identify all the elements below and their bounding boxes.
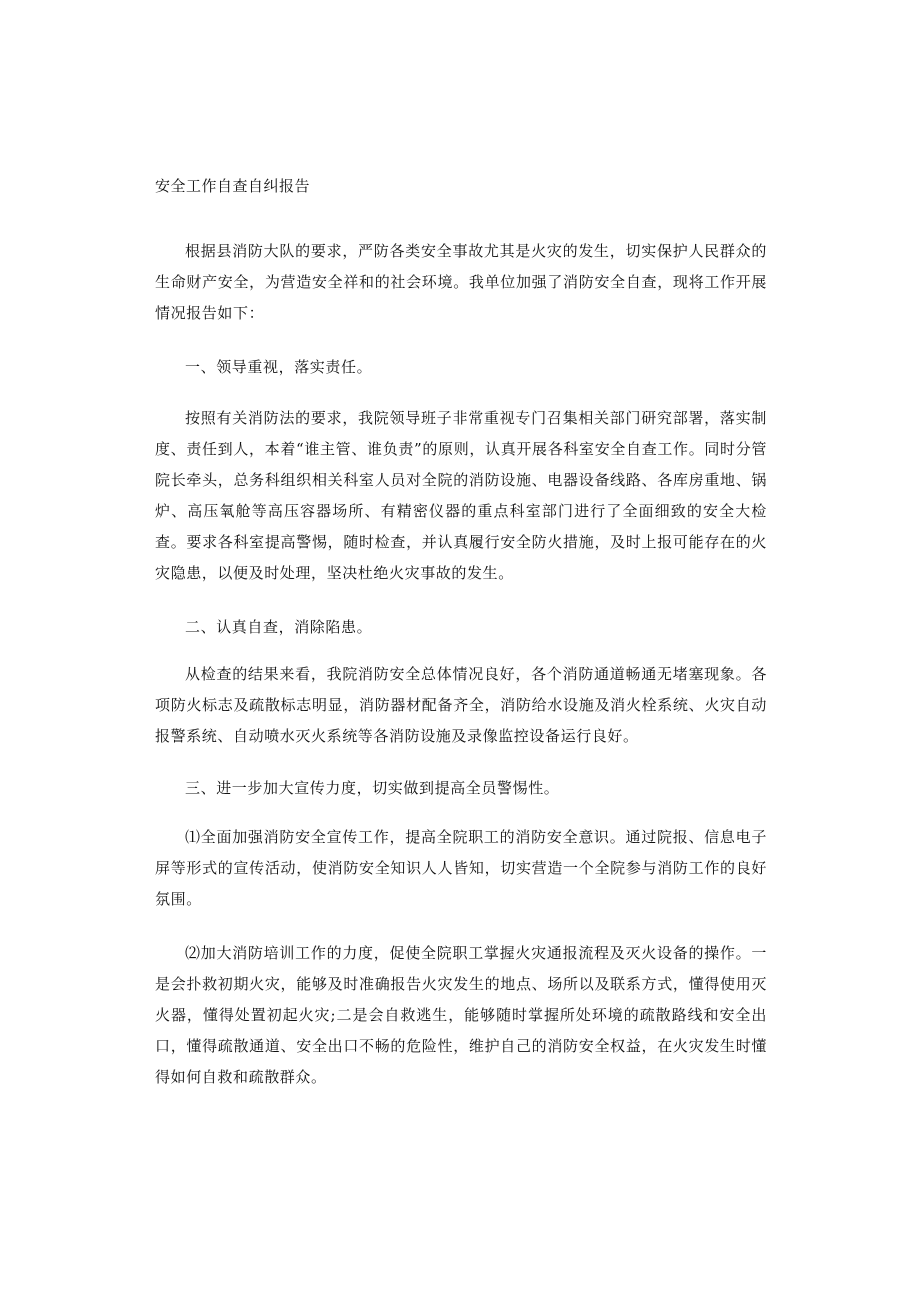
section-2-paragraph: 从检查的结果来看，我院消防安全总体情况良好，各个消防通道畅通无堵塞现象。各项防火标志及疏散标志明显，消防器材配备齐全，消防给水设施及消火栓系统、火灾自动报警系统、自动喷水灭火系统等各消防设施及录像监控设备运行良好。 — [155, 665, 767, 745]
section-heading-2: 二、认真自查，消除陷患。 — [185, 618, 373, 636]
section-heading-1: 一、领导重视，落实责任。 — [185, 358, 373, 376]
section-heading-3: 三、进一步加大宣传力度，切实做到提高全员警惕性。 — [185, 779, 560, 797]
section-3-item-1: ⑴全面加强消防安全宣传工作，提高全院职工的消防安全意识。通过院报、信息电子屏等形式的宣传活动，使消防安全知识人人皆知，切实营造一个全院参与消防工作的良好氛围。 — [155, 828, 767, 908]
document-title: 安全工作自查自纠报告 — [155, 177, 311, 195]
section-3-item-2: ⑵加大消防培训工作的力度，促使全院职工掌握火灾通报流程及灭火设备的操作。一是会扑救初期火灾，能够及时准确报告火灾发生的地点、场所以及联系方式，懂得使用灭火器，懂得处置初起火灾;二是会自救逃生，能够随时掌握所处环境的疏散路线和安全出口，懂得疏散通道、安全出口不畅的危险性，维护自己的消防安全权益，在火灾发生时懂得如何自救和疏散群众。 — [155, 944, 767, 1086]
intro-paragraph: 根据县消防大队的要求，严防各类安全事故尤其是火灾的发生，切实保护人民群众的生命财产安全，为营造安全祥和的社会环境。我单位加强了消防安全自查，现将工作开展情况报告如下： — [155, 242, 767, 322]
section-1-paragraph: 按照有关消防法的要求，我院领导班子非常重视专门召集相关部门研究部署，落实制度、责任到人，本着“谁主管、谁负责”的原则，认真开展各科室安全自查工作。同时分管院长牵头，总务科组织相关科室人员对全院的消防设施、电器设备线路、各库房重地、锅炉、高压氧舱等高压容器场所、有精密仪器的重点科室部门进行了全面细致的安全大检查。要求各科室提高警惕，随时检查，并认真履行安全防火措施，及时上报可能存在的火灾隐患，以便及时处理，坚决杜绝火灾事故的发生。 — [155, 409, 767, 582]
